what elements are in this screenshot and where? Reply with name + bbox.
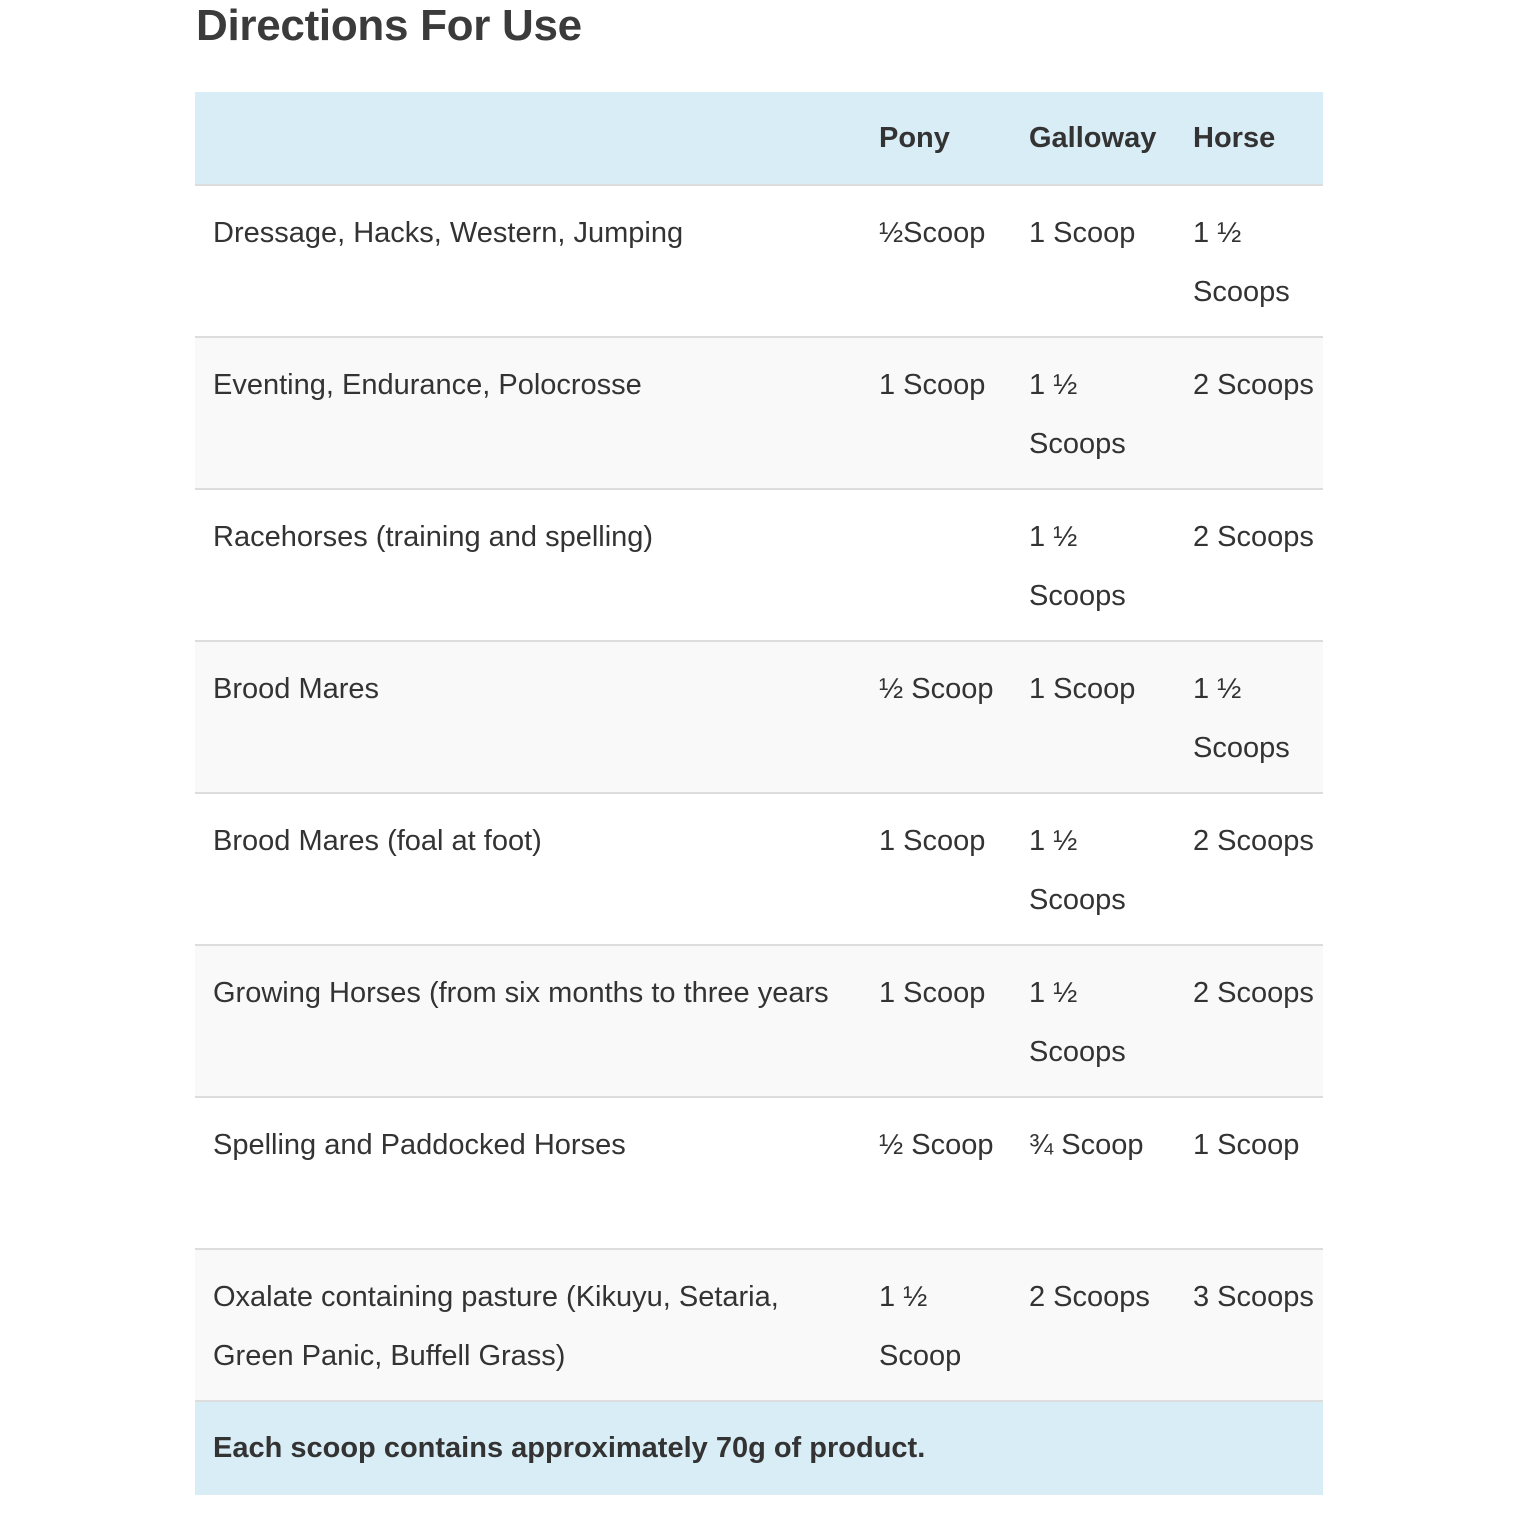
table-body <box>195 185 1323 1401</box>
cell-horse: 1 Scoop <box>1193 1129 1300 1161</box>
header-row <box>195 92 1323 185</box>
header-pony: Pony <box>879 121 950 154</box>
table-row <box>195 1249 1323 1401</box>
cell-horse: 2 Scoops <box>1193 521 1314 553</box>
cell-use: Brood Mares (foal at foot) <box>213 825 542 857</box>
cell-horse: 2 Scoops <box>1193 977 1314 1009</box>
cell-use: Spelling and Paddocked Horses <box>213 1129 626 1161</box>
cell-pony: 1 Scoop <box>879 369 986 401</box>
table-row <box>195 1097 1323 1249</box>
table-row <box>195 489 1323 641</box>
header-galloway: Galloway <box>1029 121 1157 154</box>
directions-table <box>195 92 1323 1495</box>
cell-use: Growing Horses (from six months to three years <box>213 977 829 1009</box>
table-row <box>195 641 1323 793</box>
cell-galloway: 1 Scoop <box>1029 217 1136 249</box>
table-row <box>195 945 1323 1097</box>
cell-galloway: 1 ½ Scoops <box>1029 825 1126 916</box>
cell-galloway: 1 ½ Scoops <box>1029 521 1126 612</box>
cell-pony: ½ Scoop <box>879 1129 994 1161</box>
cell-galloway: 1 Scoop <box>1029 673 1136 705</box>
cell-galloway: 2 Scoops <box>1029 1281 1150 1313</box>
table-row <box>195 337 1323 489</box>
table-row <box>195 793 1323 945</box>
cell-horse: 1 ½ Scoops <box>1193 673 1290 764</box>
cell-galloway: ¾ Scoop <box>1029 1129 1144 1161</box>
table-footer <box>195 1401 1323 1495</box>
cell-use: Eventing, Endurance, Polocrosse <box>213 369 642 401</box>
cell-horse: 3 Scoops <box>1193 1281 1314 1313</box>
cell-use: Oxalate containing pasture (Kikuyu, Setaria, Green Panic, Buffell Grass) <box>213 1281 779 1372</box>
cell-use: Dressage, Hacks, Western, Jumping <box>213 217 684 249</box>
cell-use: Racehorses (training and spelling) <box>213 521 654 553</box>
page-title: Directions For Use <box>196 1 582 50</box>
footer-row <box>195 1401 1323 1495</box>
header-horse: Horse <box>1193 121 1276 154</box>
cell-pony: ½Scoop <box>879 217 986 249</box>
cell-pony: 1 Scoop <box>879 825 986 857</box>
cell-pony: 1 ½ Scoop <box>879 1281 962 1372</box>
table-row <box>195 185 1323 337</box>
cell-pony <box>861 489 1015 641</box>
cell-horse: 1 ½ Scoops <box>1193 217 1290 308</box>
scoop-note: Each scoop contains approximately 70g of product. <box>213 1432 926 1464</box>
cell-use: Brood Mares <box>213 673 380 705</box>
table-header <box>195 92 1323 185</box>
cell-pony: ½ Scoop <box>879 673 994 705</box>
cell-galloway: 1 ½ Scoops <box>1029 977 1126 1068</box>
cell-pony: 1 Scoop <box>879 977 986 1009</box>
header-use <box>195 92 861 185</box>
cell-galloway: 1 ½ Scoops <box>1029 369 1126 460</box>
cell-horse: 2 Scoops <box>1193 825 1314 857</box>
cell-horse: 2 Scoops <box>1193 369 1314 401</box>
